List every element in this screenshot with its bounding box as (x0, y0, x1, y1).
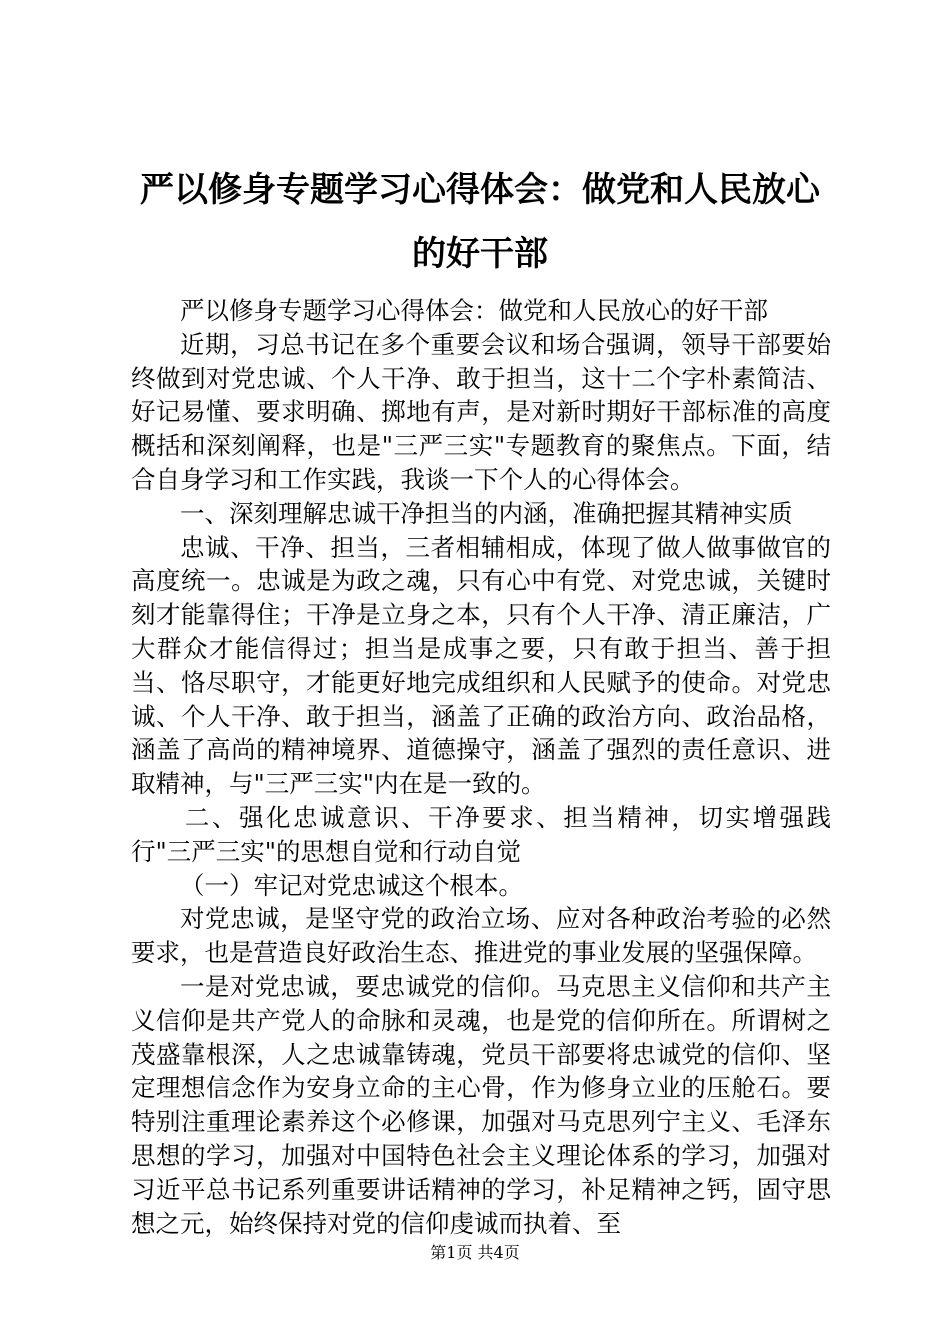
document-title (100, 158, 860, 286)
subtitle-paragraph: 严以修身专题学习心得体会：做党和人民放心的好干部 (180, 296, 768, 325)
section-heading-1: 一、深刻理解忠诚干净担当的内涵，准确把握其精神实质 (180, 498, 793, 528)
section-heading-2: 二、强化忠诚意识、干净要求、担当精神，切实增强践行"三严三实"的思想自觉和行动自觉 (131, 802, 831, 866)
body-paragraph: 对党忠诚，是坚守党的政治立场、应对各种政治考验的必然要求，也是营造良好政治生态、推进党的事业发展的坚强保障。 (131, 904, 831, 968)
document-body (131, 294, 831, 1240)
page-number-footer: 第1页 共4页 (430, 1243, 520, 1262)
intro-paragraph: 近期，习总书记在多个重要会议和场合强调，领导干部要始终做到对党忠诚、个人干净、敢于担当，这十二个字朴素简洁、好记易懂、要求明确、掷地有声，是对新时期好干部标准的高度概括和深刻阐释，也是"三严三实"专题教育的聚焦点。下面，结合自身学习和工作实践，我谈一下个人的心得体会。 (131, 329, 831, 494)
body-paragraph: 一是对党忠诚，要忠诚党的信仰。马克思主义信仰和共产主义信仰是共产党人的命脉和灵魂，也是党的信仰所在。所谓树之茂盛靠根深，人之忠诚靠铸魂，党员干部要将忠诚党的信仰、坚定理想信念作为安身立命的主心骨，作为修身立业的压舱石。要特别注重理论素养这个必修课，加强对马克思列宁主义、毛泽东思想的学习，加强对中国特色社会主义理论体系的学习，加强对习近平总书记系列重要讲话精神的学习，补足精神之钙，固守思想之元，始终保持对党的信仰虔诚而执着、至 (131, 971, 831, 1238)
body-paragraph: 忠诚、干净、担当，三者相辅相成，体现了做人做事做官的高度统一。忠诚是为政之魂，只有心中有党、对党忠诚，关键时刻才能靠得住；干净是立身之本，只有个人干净、清正廉洁，广大群众才能信得过；担当是成事之要，只有敢于担当、善于担当、恪尽职守，才能更好地完成组织和人民赋予的使命。对党忠诚、个人干净、敢于担当，涵盖了正确的政治方向、政治品格，涵盖了高尚的精神境界、道德操守，涵盖了强烈的责任意识、进取精神，与"三严三实"内在是一致的。 (131, 532, 831, 799)
title-line-2: 的好干部 (412, 234, 548, 274)
title-line-1: 严以修身专题学习心得体会：做党和人民放心 (140, 170, 820, 210)
subsection-heading: （一）牢记对党忠诚这个根本。 (180, 870, 523, 900)
